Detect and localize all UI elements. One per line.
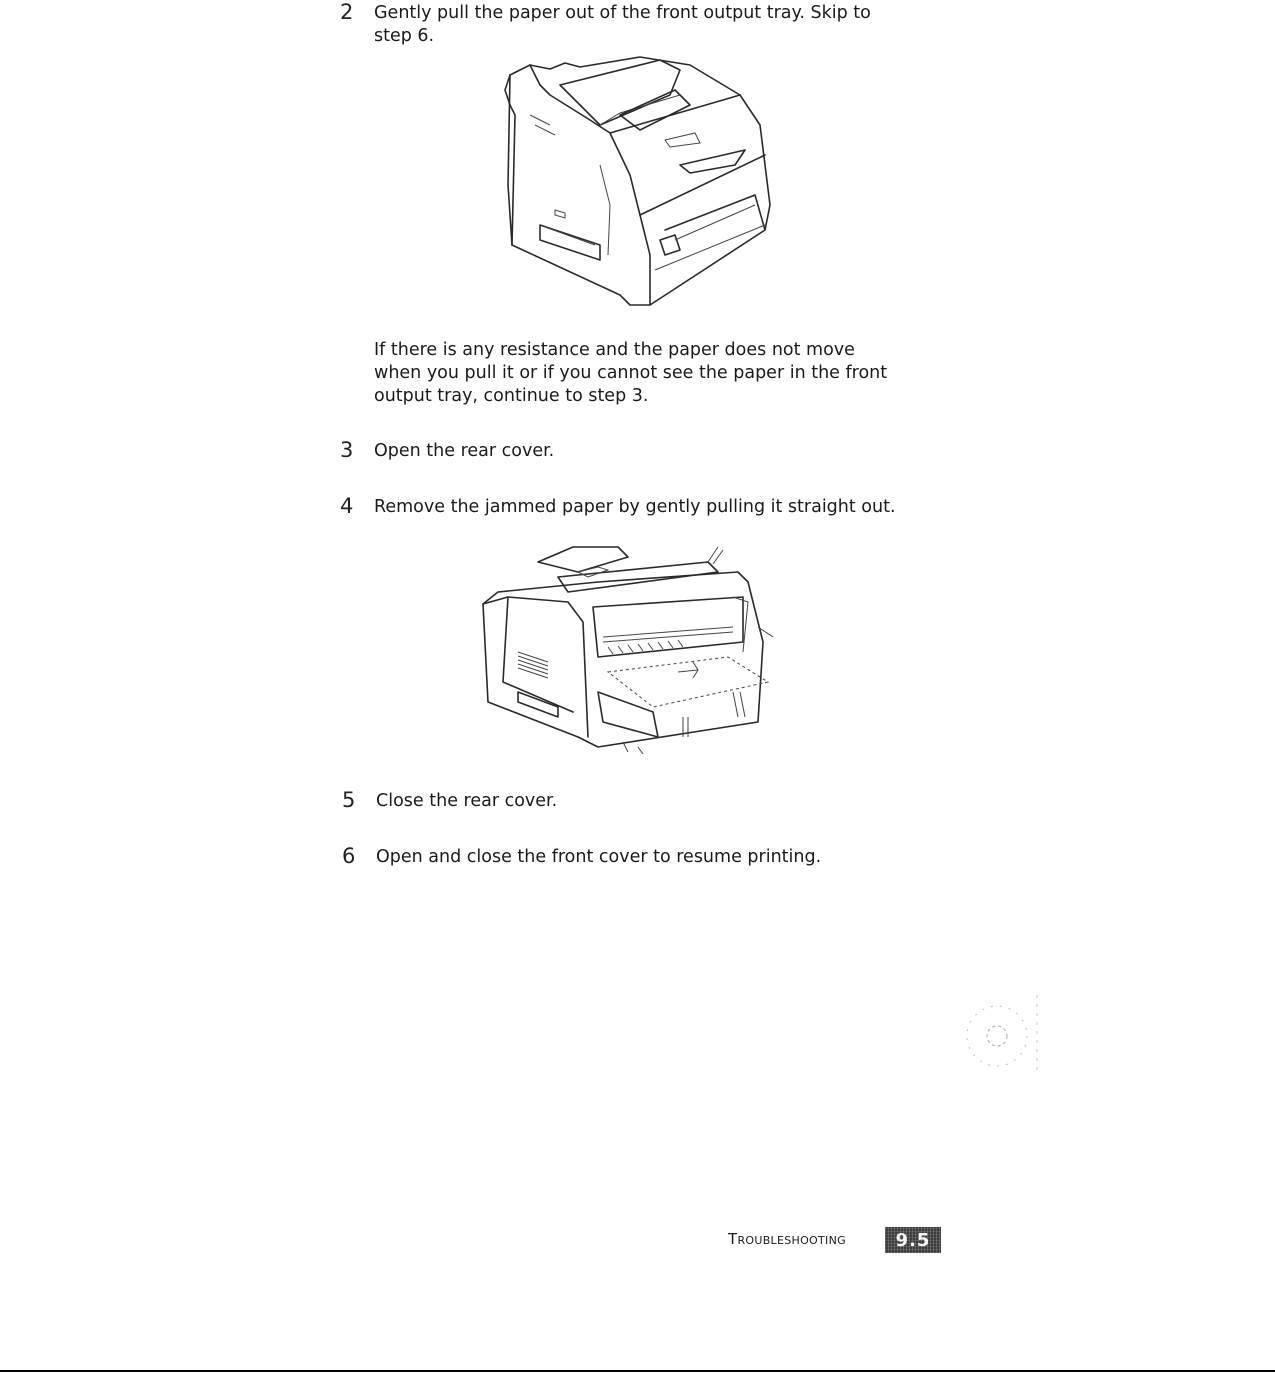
step-4-number: 4 xyxy=(340,494,354,518)
step-4-text: Remove the jammed paper by gently pulling it straight out. xyxy=(374,497,896,517)
front-output-tray-illustration xyxy=(490,55,775,315)
step-2-text xyxy=(374,2,934,48)
step-2-line-2: step 6. xyxy=(374,26,435,46)
note-line-2: when you pull it or if you cannot see the paper in the front xyxy=(374,363,888,383)
note-line-1: If there is any resistance and the paper does not move xyxy=(374,340,855,360)
step-3-number: 3 xyxy=(340,438,354,462)
page-bottom-rule xyxy=(0,1370,1275,1372)
note-paragraph xyxy=(374,339,934,408)
step-5-number: 5 xyxy=(342,788,356,812)
step-2-number: 2 xyxy=(340,0,354,24)
step-6-number: 6 xyxy=(342,844,356,868)
step-3-text: Open the rear cover. xyxy=(374,441,555,461)
rear-cover-jam-illustration xyxy=(478,542,783,754)
step-2-line-1: Gently pull the paper out of the front output tray. Skip to xyxy=(374,3,871,23)
footer-section-label: Troubleshooting xyxy=(728,1230,846,1248)
scan-artifact-mark xyxy=(955,990,1045,1085)
step-5-text: Close the rear cover. xyxy=(376,791,558,811)
step-6-text: Open and close the front cover to resume printing. xyxy=(376,847,822,867)
note-line-3: output tray, continue to step 3. xyxy=(374,386,649,406)
page-number-badge: 9.5 xyxy=(885,1227,941,1253)
